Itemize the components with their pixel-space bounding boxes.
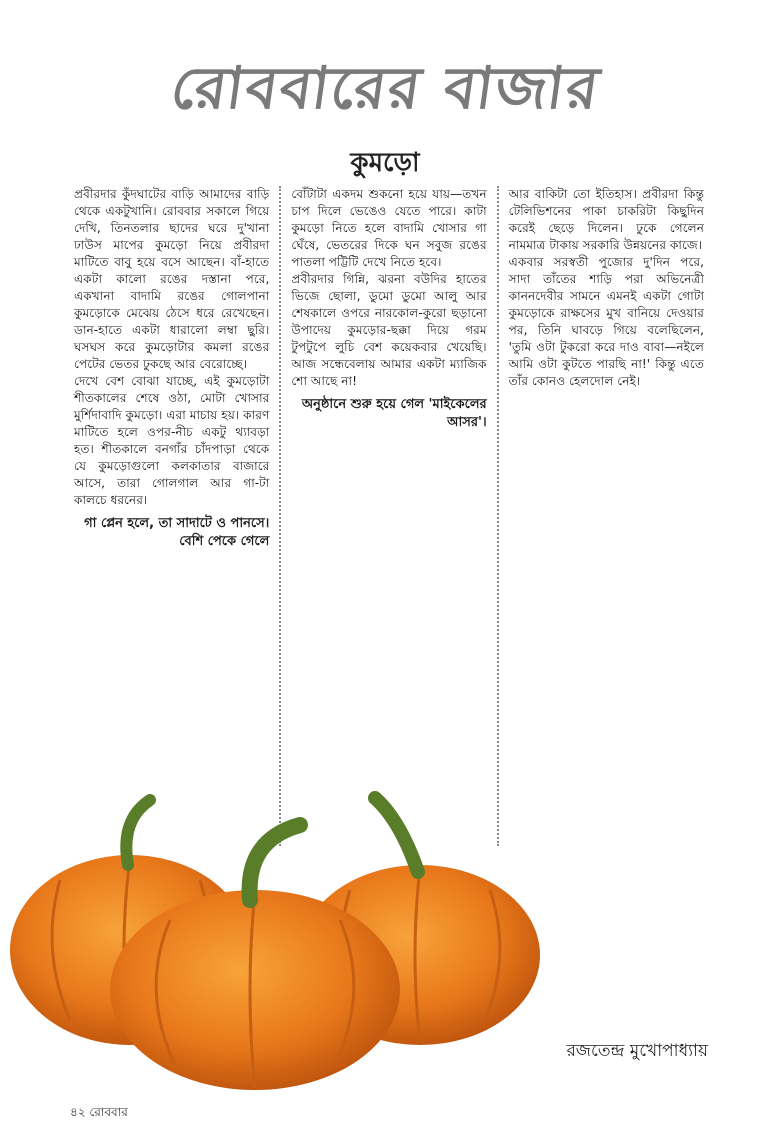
column-2 [279,186,496,846]
page-footer [70,1104,128,1124]
article-columns [64,186,714,846]
column-3 [497,186,714,846]
paragraph: বোঁটাটা একদম শুকনো হয়ে যায়—তখন চাপ দিলে ভেঙেও যেতে পারে। কাটা কুমড়ো নিতে হলে বাদামি খোসার গা ঘেঁষে, ভেতরের দিকে ঘন সবুজ রঙের পাতলা পট্টিটি দেখে নিতে হবে। [291,187,487,269]
paragraph: একবার সরস্বতী পুজোর দু'দিন পরে, সাদা তাঁতের শাড়ি পরা অভিনেত্রী কাননদেবীর সামনে এমনই একটা গোটা কুমড়োকে রাক্ষসের মুখ বানিয়ে দেওয়ার পর, তিনি ঘাবড়ে গিয়ে বলেছিলেন, 'তুমি ওটা টুকরো করে দাও বাবা—নইলে আমি ওটা কুটতে পারছি না!' কিন্তু এতে তাঁর কোনও হেলদোল নেই। [508,255,704,388]
page-number: ৪২ [70,1105,86,1119]
column-1 [64,186,279,846]
byline: রজতেন্দ্র মুখোপাধ্যায় [566,1041,708,1061]
pull-quote: গা প্লেন হলে, তা সাদাটে ও পানসে। বেশি পেকে গেলে [84,516,270,549]
magazine-section-title: রোববারের বাজার [166,54,605,122]
magazine-name: রোববার [89,1105,128,1119]
paragraph: প্রবীরদার কুঁদঘাটের বাড়ি আমাদের বাড়ি থেকে একটুখানি। রোববার সকালে গিয়ে দেখি, তিনতলার ছাদের ঘরে দু'খানা ঢাউস মাপের কুমড়ো নিয়ে প্রবীরদা মাটিতে বাবু হয়ে বসে আছেন। বাঁ-হাতে একটা কালো রঙের দস্তানা পরে, একখানা বাদামি রঙের গোলপানা কুমড়োকে মেঝেয় ঠেসে ধরে রেখেছেন। ডান-হাতে একটা ধারালো লম্বা ছুরি। ঘসঘস করে কুমড়োটার কমলা রঙের পেটের ভেতর ঢুকছে আর বেরোচ্ছে। [74,187,270,371]
masthead [0,44,770,141]
paragraph: আর বাকিটা তো ইতিহাস। প্রবীরদা কিন্তু টেলিভিশনের পাকা চাকরিটা কিছুদিন করেই ছেড়ে দিলেন। ঢুকে গেলেন নামমাত্র টাকায় সরকারি উন্নয়নের কাজে। [508,187,704,252]
pull-quote: অনুষ্ঠানে শুরু হয়ে গেল 'মাইকেলের আসর'। [301,397,487,430]
article-subtitle: কুমড়ো [350,148,420,178]
paragraph: প্রবীরদার গিন্নি, ঝরনা বউদির হাতের ভিজে ছোলা, ডুমো ডুমো আলু আর শেষকালে ওপরে নারকোল-কুরো ছড়ানো উপাদেয় কুমড়োর-ছক্কা দিয়ে গরম টুপটুপে লুচি বেশ কয়েকবার খেয়েছি। আজ সন্ধেবেলায় আমার একটা ম্যাজিক শো আছে না! [291,272,487,388]
paragraph: দেখে বেশ বোঝা যাচ্ছে, এই কুমড়োটা শীতকালের শেষে ওঠা, মোটা খোসার মুর্শিদাবাদি কুমড়ো। এরা মাচায় হয়। কারণ মাটিতে হলে ওপর-নীচ একটু থ্যাবড়া হত। শীতকালে বনগাঁর চাঁদপাড়া থেকে যে কুমড়োগুলো কলকাতার বাজারে আসে, তারা গোলগাল আর গা-টা কালচে ধরনের। [74,374,270,507]
